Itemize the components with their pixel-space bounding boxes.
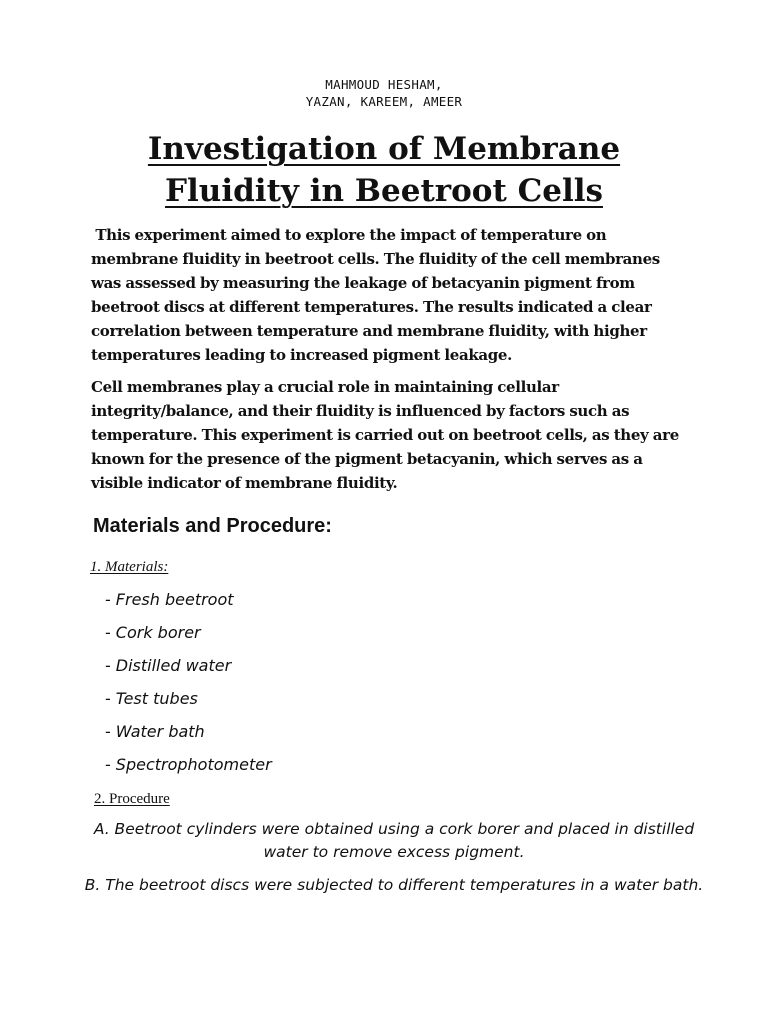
- procedure-step-b: B. The beetroot discs were subjected to different temperatures in a water bath.: [84, 876, 704, 894]
- materials-label: 1. Materials:: [90, 559, 169, 575]
- material-item: Test tubes: [115, 689, 198, 708]
- list-item: - Spectrophotometer: [105, 755, 272, 774]
- procedure-label: 2. Procedure: [94, 791, 170, 807]
- intro-paragraph-1: This experiment aimed to explore the impact of temperature on membrane fluidity in beetroot cells. The fluidity of the cell membranes was assessed by measuring the leakage of betacyanin pigment from beetroot discs at different temperatures. The results indicated a clear correlation between temperature and membrane fluidity, with higher temperatures leading to increased pigment leakage.: [91, 226, 665, 364]
- materials-list: [105, 588, 272, 786]
- material-item: Cork borer: [115, 623, 201, 642]
- title-line-1: Investigation of Membrane: [147, 131, 621, 167]
- material-item: Distilled water: [115, 656, 232, 675]
- procedure-steps: [84, 818, 704, 907]
- list-item: - Water bath: [105, 722, 205, 741]
- authors-line-1: MAHMOUD HESHAM,: [325, 77, 443, 92]
- list-item: - Distilled water: [105, 656, 232, 675]
- material-item: Water bath: [115, 722, 205, 741]
- authors-line-2: YAZAN, KAREEM, AMEER: [305, 94, 463, 109]
- list-item: - Test tubes: [105, 689, 198, 708]
- section-heading: Materials and Procedure:: [93, 515, 332, 537]
- authors-block: [0, 76, 768, 110]
- material-item: Fresh beetroot: [115, 590, 234, 609]
- title-line-2: Fluidity in Beetroot Cells: [165, 173, 603, 209]
- list-item: - Fresh beetroot: [105, 590, 234, 609]
- procedure-step-a: A. Beetroot cylinders were obtained using a cork borer and placed in distilled water to remove excess pigment.: [93, 820, 695, 861]
- material-item: Spectrophotometer: [115, 755, 272, 774]
- intro-paragraph-2: Cell membranes play a crucial role in maintaining cellular integrity/balance, and their fluidity is influenced by factors such as temperature. This experiment is carried out on beetroot cells, as they are known for the presence of the pigment betacyanin, which serves as a visible indicator of membrane fluidity.: [91, 378, 679, 492]
- document-title: [0, 128, 768, 212]
- list-item: - Cork borer: [105, 623, 201, 642]
